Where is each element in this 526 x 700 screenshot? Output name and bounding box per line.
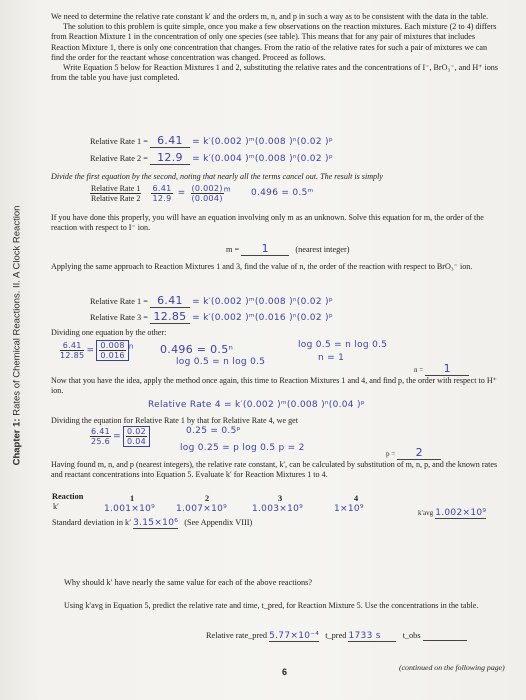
n-answer-row: n = 1 xyxy=(414,362,469,376)
relative-rate-1b-value: 6.41 xyxy=(150,294,190,308)
relative-rate-1-row: Relative Rate 1 = 6.41 = k′(0.002 )ᵐ(0.008 )ⁿ(0.02 )ᵖ xyxy=(90,134,333,147)
divide-instruction: Divide the first equation by the second, noting that nearly all the terms cancel out. The result is simply xyxy=(51,172,383,181)
dividing-p-text: Dividing the equation for Relative Rate 1 by that for Relative Rate 4, we get xyxy=(51,416,299,425)
p-work-line-1: 0.25 = 0.5ᵖ xyxy=(186,426,241,436)
why-question: Why should k′ have nearly the same value for each of the above reactions? xyxy=(64,578,313,587)
relative-rate-2-expression: = k′(0.004 )ᵐ(0.008 )ⁿ(0.02 )ᵖ xyxy=(192,154,333,164)
relative-rate-1-value: 6.41 xyxy=(150,134,190,148)
relative-rate-2-row: Relative Rate 2 = 12.9 = k′(0.004 )ᵐ(0.008 )ⁿ(0.02 )ᵖ xyxy=(90,151,333,164)
reaction-number-1: 1 xyxy=(130,494,135,503)
apply-n-text: Applying the same approach to Reaction Mixtures 1 and 3, find the value of n, the order of the reaction with respect to BrO₃⁻ ion. xyxy=(51,262,473,271)
p-answer-row: p = 2 xyxy=(386,446,441,460)
ratio-hw-bracket: $\frac{(0.002)}{(0.004)}$ xyxy=(191,184,223,203)
t-pred-value: 1733 s xyxy=(348,631,396,642)
n-work: $\frac{6.41}{12.85}$ = $\frac{0.008}{0.016}$ $^n$ xyxy=(60,341,134,360)
relative-rate-3-value: 12.85 xyxy=(150,310,190,324)
relative-rate-3-row: Relative Rate 3 = 12.85 = k′(0.002 )ᵐ(0.016 )ⁿ(0.02 )ᵖ xyxy=(90,310,333,323)
n-work-side-1: log 0.5 = n log 0.5 xyxy=(298,340,388,350)
relative-rate-pred-value: 5.77×10⁻⁴ xyxy=(269,631,320,641)
k-value-1: 1.001×10⁹ xyxy=(104,504,156,514)
intro-text: We need to determine the relative rate constant k′ and the orders m, n, and p in such a way as to be consistent with the data in the table. xyxy=(51,12,489,21)
stdev-value: 3.15×10⁶ xyxy=(133,518,179,528)
n-work-line-2: log 0.5 = n log 0.5 xyxy=(176,357,266,367)
p-value: 2 xyxy=(397,446,441,460)
having-text: Having found m, n, and p (nearest integers), the relative rate constant, k′, can be calculated by substitution of m, n, p, and the known rates and reactant concentrations into Equation 5. Evaluate k′ for Reaction Mixtures 1 to 4. xyxy=(51,460,498,480)
solution-text: The solution to this problem is quite simple, once you make a few observations on the reaction mixtures. Each mixture (2 to 4) differs from Reaction Mixture 1 in the concentration of only one species (see table). This means that for any pair of mixtures that includes Reaction Mixture 1, there is only one concentration that changes. From the ratio of the relative rates for such a pair of mixtures we can find the order for the reactant whose concentration was changed. Proceed as follows. xyxy=(51,22,497,62)
chapter-sidebar xyxy=(4,0,23,700)
k-avg-row: k′avg 1.002×10⁹ xyxy=(418,508,487,518)
n-work-side-2: n = 1 xyxy=(318,353,345,363)
now-text: Now that you have the idea, apply the method once again, this time to Reaction Mixtures 1 and 4, and find p, the order with respect to H⁺ ion. xyxy=(51,376,497,396)
k-label: k′ xyxy=(53,502,59,511)
reaction-number-3: 3 xyxy=(278,494,283,503)
using-text: Using k′avg in Equation 5, predict the relative rate and time, t_pred, for Reaction Mixture 5. Use the concentrations in the table. xyxy=(64,601,479,610)
prediction-row: Relative rate_pred 5.77×10⁻⁴ t_pred 1733 s t_obs xyxy=(206,631,467,642)
reaction-number-4: 4 xyxy=(354,494,359,503)
t-obs-blank xyxy=(423,631,467,641)
continued-note: (continued on the following page) xyxy=(399,663,505,672)
relative-rate-4-row: Relative Rate 4 = k′(0.002 )ᵐ(0.008 )ⁿ(0.04 )ᵖ xyxy=(148,400,365,410)
write-equation-text: Write Equation 5 below for Reaction Mixtures 1 and 2, substituting the relative rates and the concentrations of I⁻, BrO₃⁻, and H⁺ ions from the table you have just completed. xyxy=(51,63,498,83)
ratio-row: $\frac{\text{Relative Rate 1}}{\text{Relative Rate 2}}$ $\frac{6.41}{12.9}$ = $\frac{(0.002)}{(0.004)}$ $^m$ 0.496 = 0.5ᵐ xyxy=(91,184,314,203)
relative-rate-2-value: 12.9 xyxy=(150,151,190,165)
dividing-text: Dividing one equation by the other: xyxy=(51,328,167,337)
n-value: 1 xyxy=(425,362,469,376)
p-work: $\frac{6.41}{25.6}$ = $\frac{0.02}{0.04}$ xyxy=(90,426,150,447)
k-avg-value: 1.002×10⁹ xyxy=(435,508,487,518)
intro-paragraph xyxy=(51,12,501,83)
stdev-row: Standard deviation in k′ 3.15×10⁶ (See Appendix VIII) xyxy=(52,518,253,528)
solve-m-text: If you have done this properly, you will have an equation involving only m as an unknown. Solve this equation for m, the order of the reaction with respect to I⁻ ion. xyxy=(51,213,484,233)
m-value: 1 xyxy=(241,242,289,256)
ratio-hw-fraction: $\frac{6.41}{12.9}$ xyxy=(152,184,172,203)
chapter-title: Chapter 1: Rates of Chemical Reactions. II. A Clock Reaction xyxy=(11,205,23,466)
ratio-hw-result: 0.496 = 0.5ᵐ xyxy=(250,188,314,199)
n-work-bracket: $\frac{0.008}{0.016}$ xyxy=(96,340,128,361)
relative-rate-1b-expression: = k′(0.002 )ᵐ(0.008 )ⁿ(0.02 )ᵖ xyxy=(192,297,333,307)
p-work-bracket: $\frac{0.02}{0.04}$ xyxy=(123,426,150,447)
reaction-label: Reaction xyxy=(52,492,84,501)
relative-rate-1-expression: = k′(0.002 )ᵐ(0.008 )ⁿ(0.02 )ᵖ xyxy=(192,137,333,147)
relative-rate-1b-row: Relative Rate 1 = 6.41 = k′(0.002 )ᵐ(0.008 )ⁿ(0.02 )ᵖ xyxy=(90,294,333,307)
ratio-fraction: $\frac{\text{Relative Rate 1}}{\text{Relative Rate 2}}$ xyxy=(91,184,141,203)
m-answer-row: m = 1 (nearest integer) xyxy=(226,242,350,255)
page-number: 6 xyxy=(282,667,288,677)
n-work-fraction: $\frac{6.41}{12.85}$ xyxy=(60,341,85,360)
p-work-fraction: $\frac{6.41}{25.6}$ xyxy=(91,427,111,446)
n-work-line-1: 0.496 = 0.5ⁿ xyxy=(160,343,234,356)
k-value-4: 1×10⁹ xyxy=(334,504,364,514)
reaction-number-2: 2 xyxy=(205,494,210,503)
k-value-3: 1.003×10⁹ xyxy=(252,504,304,514)
relative-rate-3-expression: = k′(0.002 )ᵐ(0.016 )ⁿ(0.02 )ᵖ xyxy=(192,313,333,323)
k-value-2: 1.007×10⁹ xyxy=(176,504,228,514)
p-work-line-2: log 0.25 = p log 0.5 p = 2 xyxy=(180,443,305,453)
